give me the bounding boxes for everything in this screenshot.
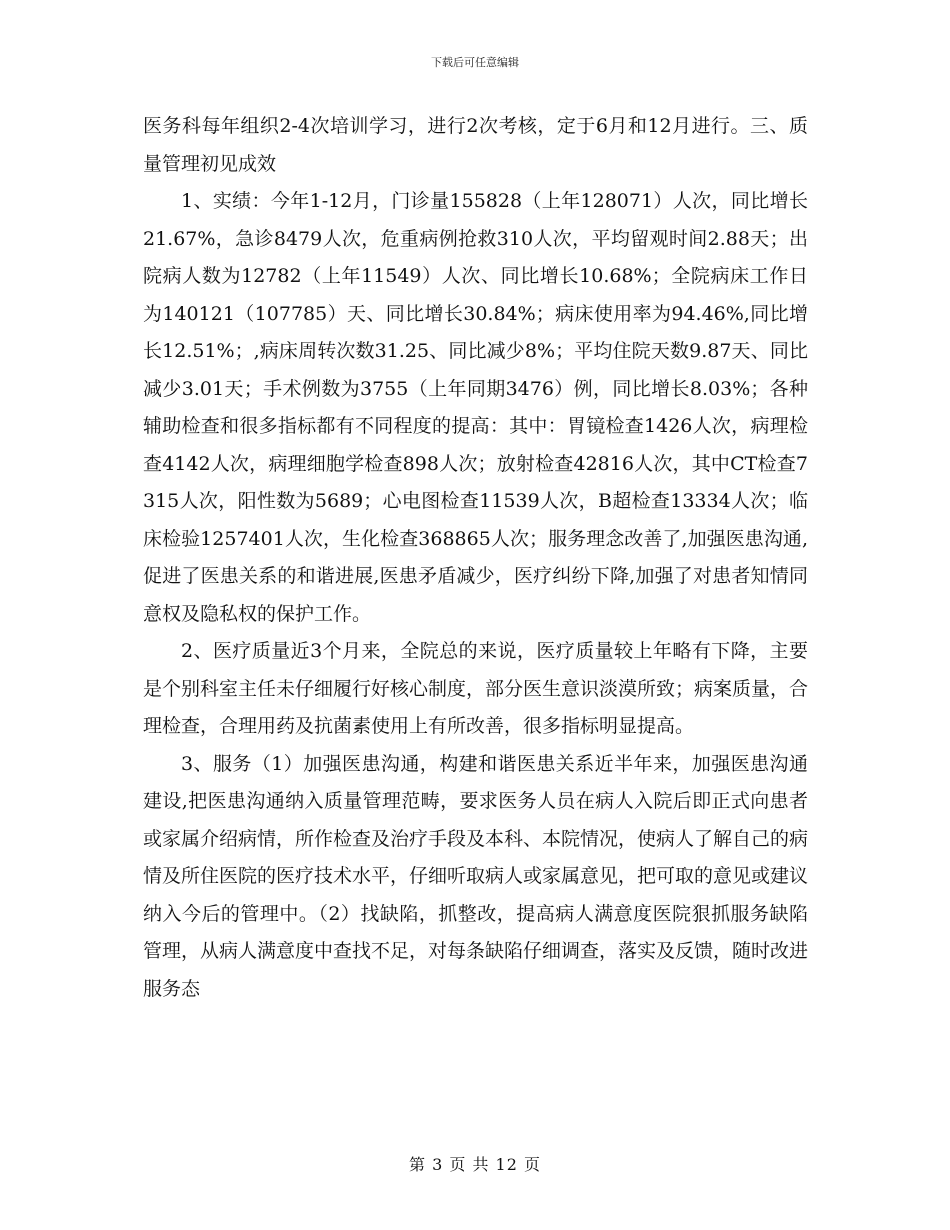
document-body	[143, 108, 808, 1008]
paragraph-2: 1、实绩：今年1-12月，门诊量155828（上年128071）人次，同比增长21.67%，急诊8479人次，危重病例抢救310人次，平均留观时间2.88天；出院病人数为12782（上年11549）人次、同比增长10.68%；全院病床工作日为140121（107785）天、同比增长30.84%；病床使用率为94.46%,同比增长12.51%；,病床周转次数31.25、同比减少8%；平均住院天数9.87天、同比减少3.01天；手术例数为3755（上年同期3476）例，同比增长8.03%；各种辅助检查和很多指标都有不同程度的提高：其中：胃镜检查1426人次，病理检查4142人次，病理细胞学检查898人次；放射检查42816人次，其中CT检查7315人次，阳性数为5689；心电图检查11539人次，B超检查13334人次；临床检验1257401人次，生化检查368865人次；服务理念改善了,加强医患沟通,促进了医患关系的和谐进展,医患矛盾减少，医疗纠纷下降,加强了对患者知情同意权及隐私权的保护工作。	[143, 190, 808, 625]
paragraph-1: 医务科每年组织2-4次培训学习，进行2次考核，定于6月和12月进行。三、质量管理初见成效	[143, 115, 808, 175]
page-footer: 第 3 页 共 12 页	[409, 1155, 541, 1174]
paragraph-4: 3、服务（1）加强医患沟通，构建和谐医患关系近半年来，加强医患沟通建设,把医患沟通纳入质量管理范畴，要求医务人员在病人入院后即正式向患者或家属介绍病情，所作检查及治疗手段及本科、本院情况，使病人了解自己的病情及所住医院的医疗技术水平，仔细听取病人或家属意见，把可取的意见或建议纳入今后的管理中。（2）找缺陷，抓整改，提高病人满意度医院狠抓服务缺陷管理，从病人满意度中查找不足，对每条缺陷仔细调查，落实及反馈，随时改进服务态	[143, 752, 809, 1000]
paragraph-3: 2、医疗质量近3个月来，全院总的来说，医疗质量较上年略有下降，主要是个别科室主任未仔细履行好核心制度，部分医生意识淡漠所致；病案质量，合理检查，合理用药及抗菌素使用上有所改善，很多指标明显提高。	[143, 640, 809, 737]
page-header: 下载后可任意编辑	[431, 56, 519, 69]
